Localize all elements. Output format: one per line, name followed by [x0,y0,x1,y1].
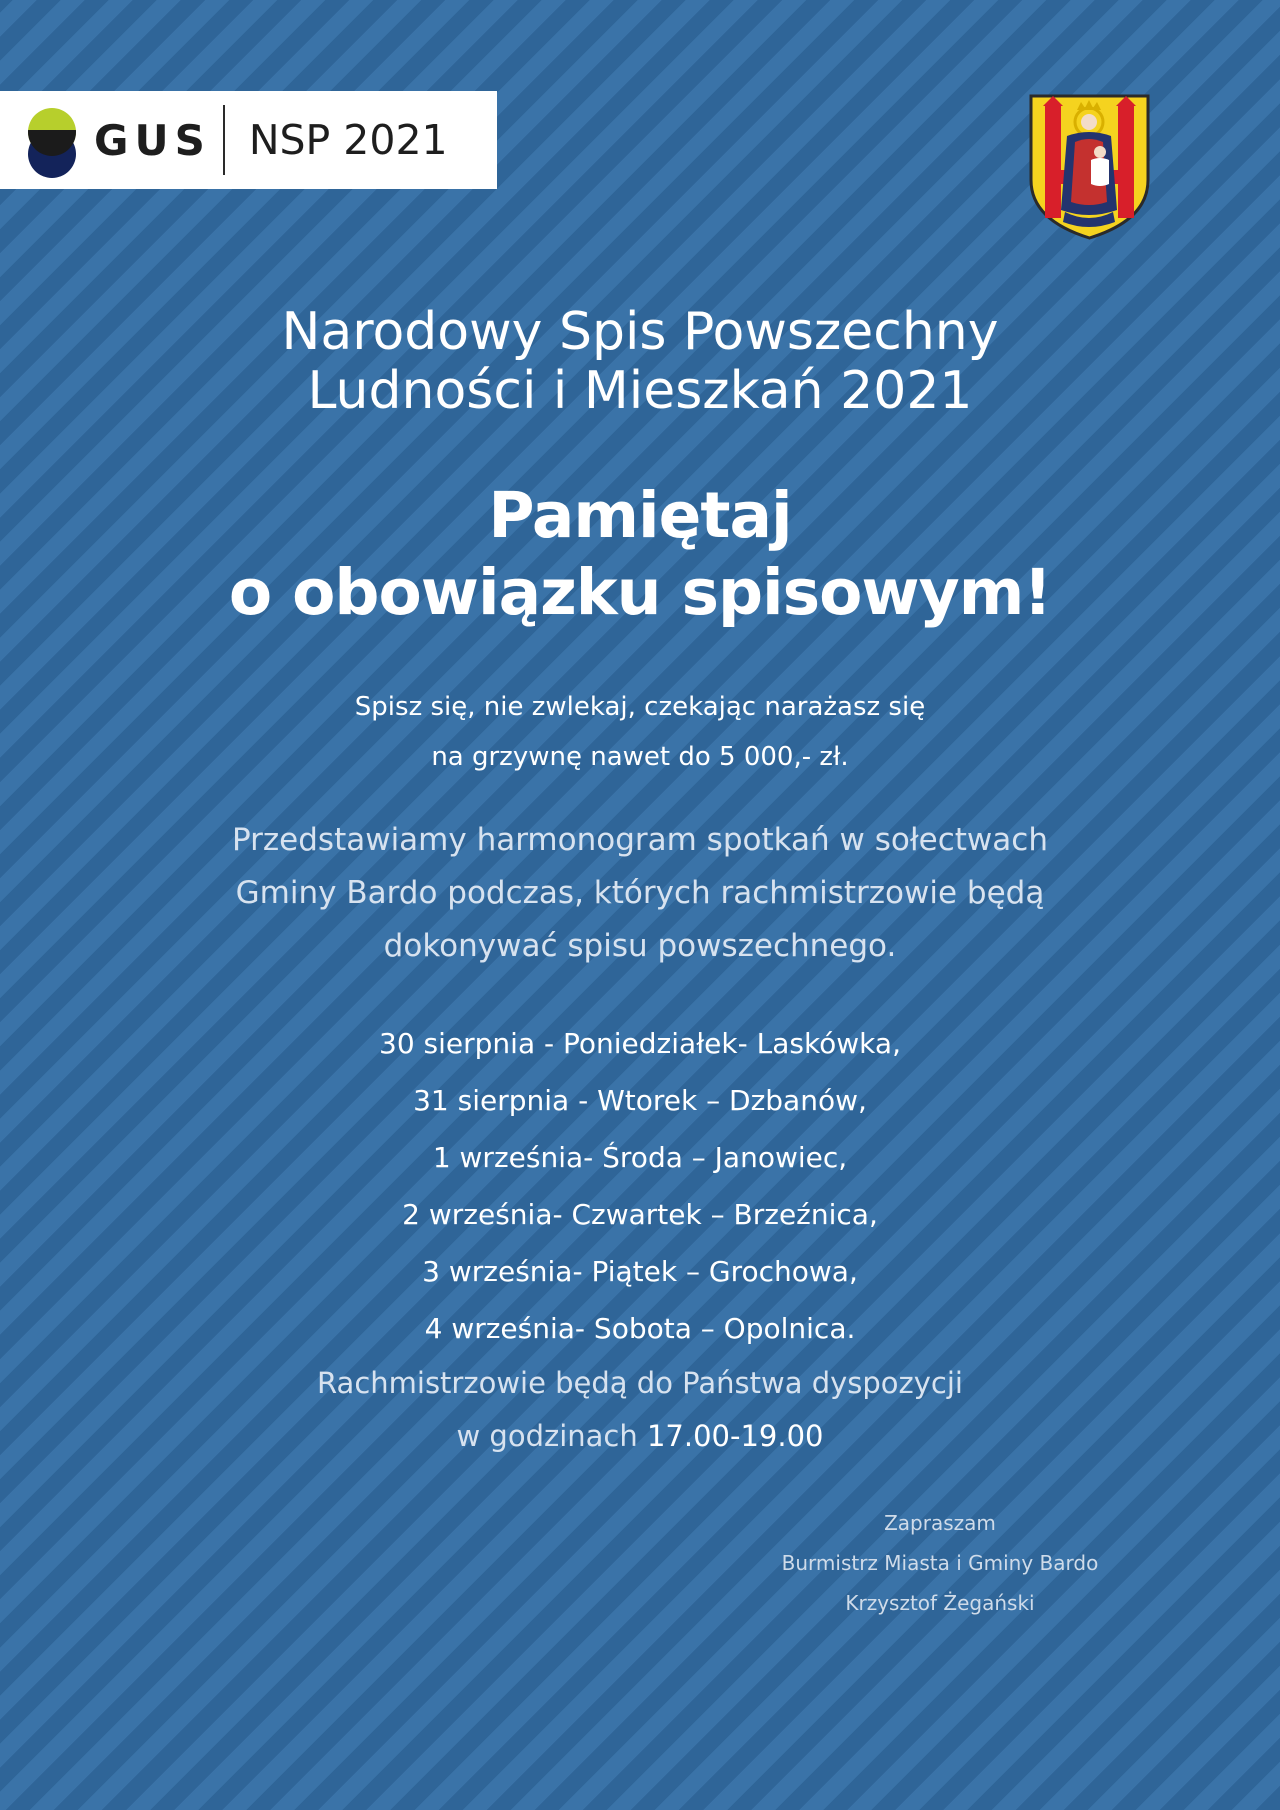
availability-note [0,1357,1280,1463]
gus-nsp-logo [0,91,497,189]
signature-line-3: Krzysztof Żegański [845,1591,1035,1615]
schedule-item: 1 września- Środa – Janowiec, [432,1141,848,1174]
slogan-line-1: Pamiętaj [488,479,792,552]
schedule-item: 30 sierpnia - Poniedziałek- Laskówka, [379,1027,901,1060]
schedule-item: 31 sierpnia - Wtorek – Dzbanów, [413,1084,867,1117]
intro-paragraph [0,814,1280,973]
intro-line-2: Gminy Bardo podczas, których rachmistrzowie będą [235,875,1045,911]
title-line-1: Narodowy Spis Powszechny [281,302,999,362]
warning-line-2: na grzywnę nawet do 5 000,- zł. [431,742,849,772]
intro-line-1: Przedstawiamy harmonogram spotkań w sołectwach [232,822,1048,858]
signature [700,1503,1180,1623]
schedule-item: 4 września- Sobota – Opolnica. [424,1312,856,1345]
signature-line-2: Burmistrz Miasta i Gminy Bardo [781,1551,1099,1575]
gus-logo-icon [26,102,80,178]
logo-divider [223,105,225,175]
page-title [0,303,1280,421]
intro-line-3: dokonywać spisu powszechnego. [383,928,897,964]
gus-logo-text: GUS [94,115,211,165]
signature-line-1: Zapraszam [884,1511,996,1535]
slogan [0,477,1280,631]
schedule-item: 2 września- Czwartek – Brzeźnica, [402,1198,878,1231]
availability-line-2-prefix: w godzinach [456,1419,647,1453]
schedule-item: 3 września- Piątek – Grochowa, [422,1255,858,1288]
slogan-line-2: o obowiązku spisowym! [228,556,1052,629]
title-line-2: Ludności i Mieszkań 2021 [307,361,973,421]
bardo-coat-of-arms-icon [1027,92,1152,240]
nsp-logo-text: NSP 2021 [248,116,448,164]
availability-hours: 17.00-19.00 [646,1419,824,1453]
warning-line-1: Spisz się, nie zwlekaj, czekając narażasz się [354,692,926,722]
fine-warning [0,682,1280,782]
schedule-list [0,1015,1280,1357]
availability-line-1: Rachmistrzowie będą do Państwa dyspozycji [317,1366,963,1400]
